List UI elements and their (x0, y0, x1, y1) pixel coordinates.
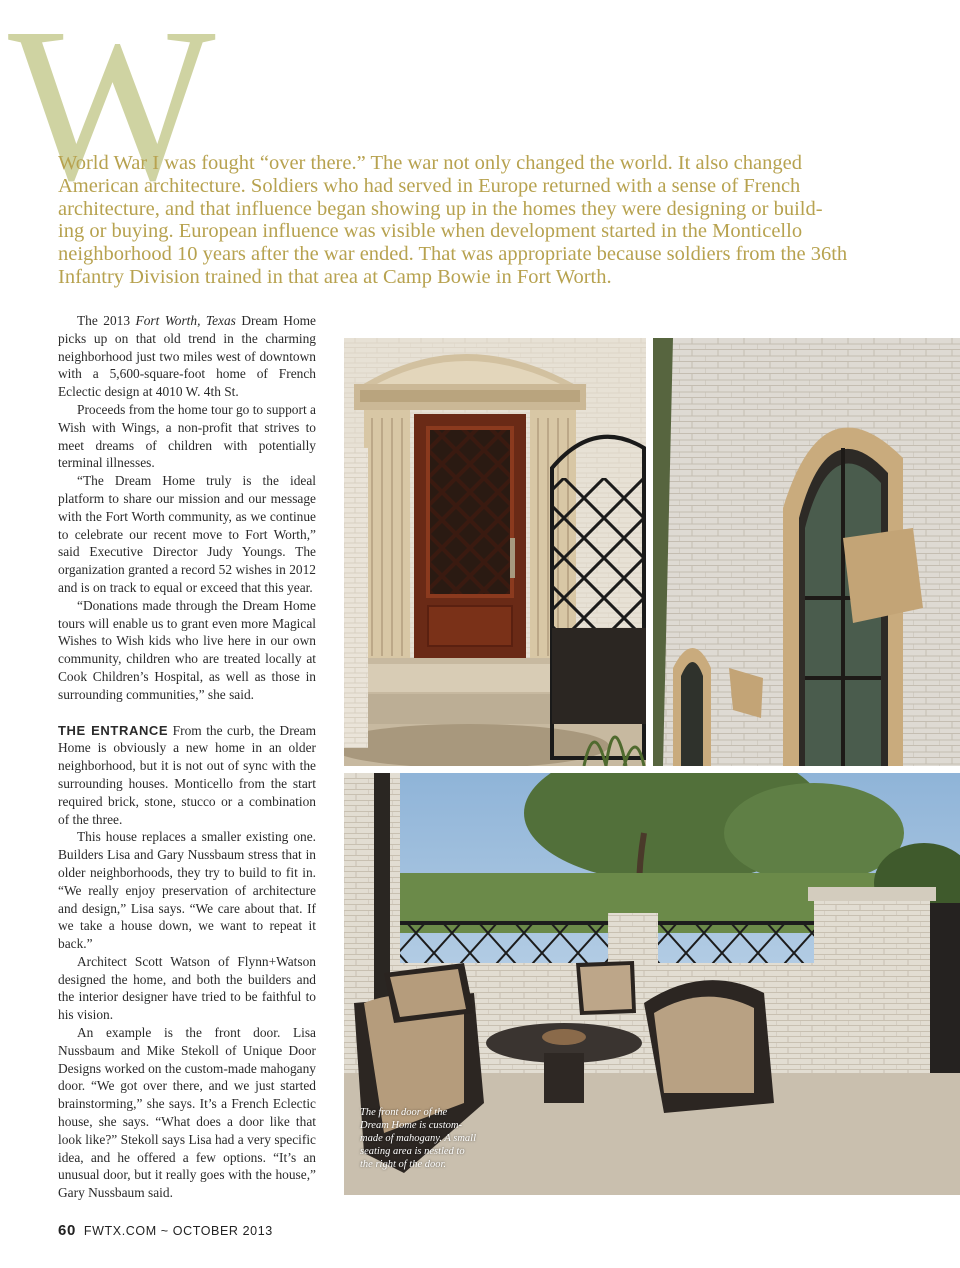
page-number: 60 (58, 1222, 76, 1239)
publication-line: FWTX.COM ~ OCTOBER 2013 (83, 1224, 273, 1238)
section-subhead: THE ENTRANCE (58, 722, 169, 738)
intro-line: World War I was fought “over there.” The war not only changed the world. It also changed (58, 152, 802, 174)
drop-cap-letter: W (8, 0, 206, 226)
front-door-illustration (344, 338, 646, 766)
body-paragraph: Proceeds from the home tour go to support a Wish with Wings, a non-profit that strives to meet dreams of children with potentially terminal illnesses. (58, 401, 316, 471)
body-text: The 2013 (77, 313, 136, 328)
body-paragraph: “Donations made through the Dream Home tours will enable us to grant even more Magical Wishes to Wish kids who live here in our own community, children who are treated locally at Cook Children’s Hospital, as well as those in surrounding communities,” she said. (58, 597, 316, 702)
intro-line: American architecture. Soldiers who had served in Europe returned with a sense of French (58, 174, 801, 197)
photo-caption: The front door of the Dream Home is custom-made of mahogany. A small seating area is nestled to the right of the door. (360, 1107, 476, 1170)
intro-line: ing or buying. European influence was visible when development started in the Monticello (58, 220, 803, 243)
page-footer (58, 1222, 273, 1239)
magazine-title: Fort Worth, Texas (135, 313, 236, 328)
body-text: Dream Home picks up on that old trend in the charming neighborhood just two miles west of downtown with a 5,600-square-foot home of French Eclectic design at 4010 W. 4th St. (58, 313, 317, 400)
body-paragraph: Architect Scott Watson of Flynn+Watson designed the home, and both the builders and the interior designer have tried to be faithful to his vision. (58, 953, 316, 1023)
body-paragraph (58, 312, 316, 401)
body-text: From the curb, the Dream Home is obviously a new home in an older neighborhood, but it is not out of sync with the surrounding houses. Monticello from the start required brick, stone, stucco or a combination of the three. (58, 722, 316, 827)
intro-paragraph (58, 152, 888, 289)
body-paragraph: An example is the front door. Lisa Nussbaum and Mike Stekoll of Unique Door Designs worked on the custom-made mahogany door. “We got over there, and we just started brainstorming,” she says. It’s a French Eclectic house, she says. “What does a door like that look like?” Stekoll says Lisa had a very specific idea, and he offered a few options. “It’s an unusual door, but it really goes with the house,” Gary Nussbaum said. (58, 1025, 316, 1201)
arched-windows-illustration (653, 338, 960, 766)
body-paragraph: “The Dream Home truly is the ideal platform to share our mission and our message with the Fort Worth community, as we continue to celebrate our recent move to Fort Worth,” said Executive Director Judy Youngs. The organization granted a record 52 wishes in 2012 and is on track to equal or exceed that this year. (58, 473, 316, 595)
body-paragraph: This house replaces a smaller existing one. Builders Lisa and Gary Nussbaum stress that in older neighborhoods, they try to build to fit in. “We really enjoy preservation of architecture and design,” Lisa says. “We care about that. If we take a house down, we want to repeat it back.” (58, 829, 316, 952)
arched-windows-photo (653, 338, 960, 766)
body-paragraph (58, 722, 316, 829)
front-door-photo (344, 338, 646, 766)
body-column (58, 312, 316, 1202)
intro-line: Infantry Division trained in that area at Camp Bowie in Fort Worth. (58, 265, 612, 288)
intro-line: neighborhood 10 years after the war ended. That was appropriate because soldiers from the 36th (58, 243, 848, 266)
intro-line: architecture, and that influence began showing up in the homes they were designing or build- (58, 197, 823, 220)
